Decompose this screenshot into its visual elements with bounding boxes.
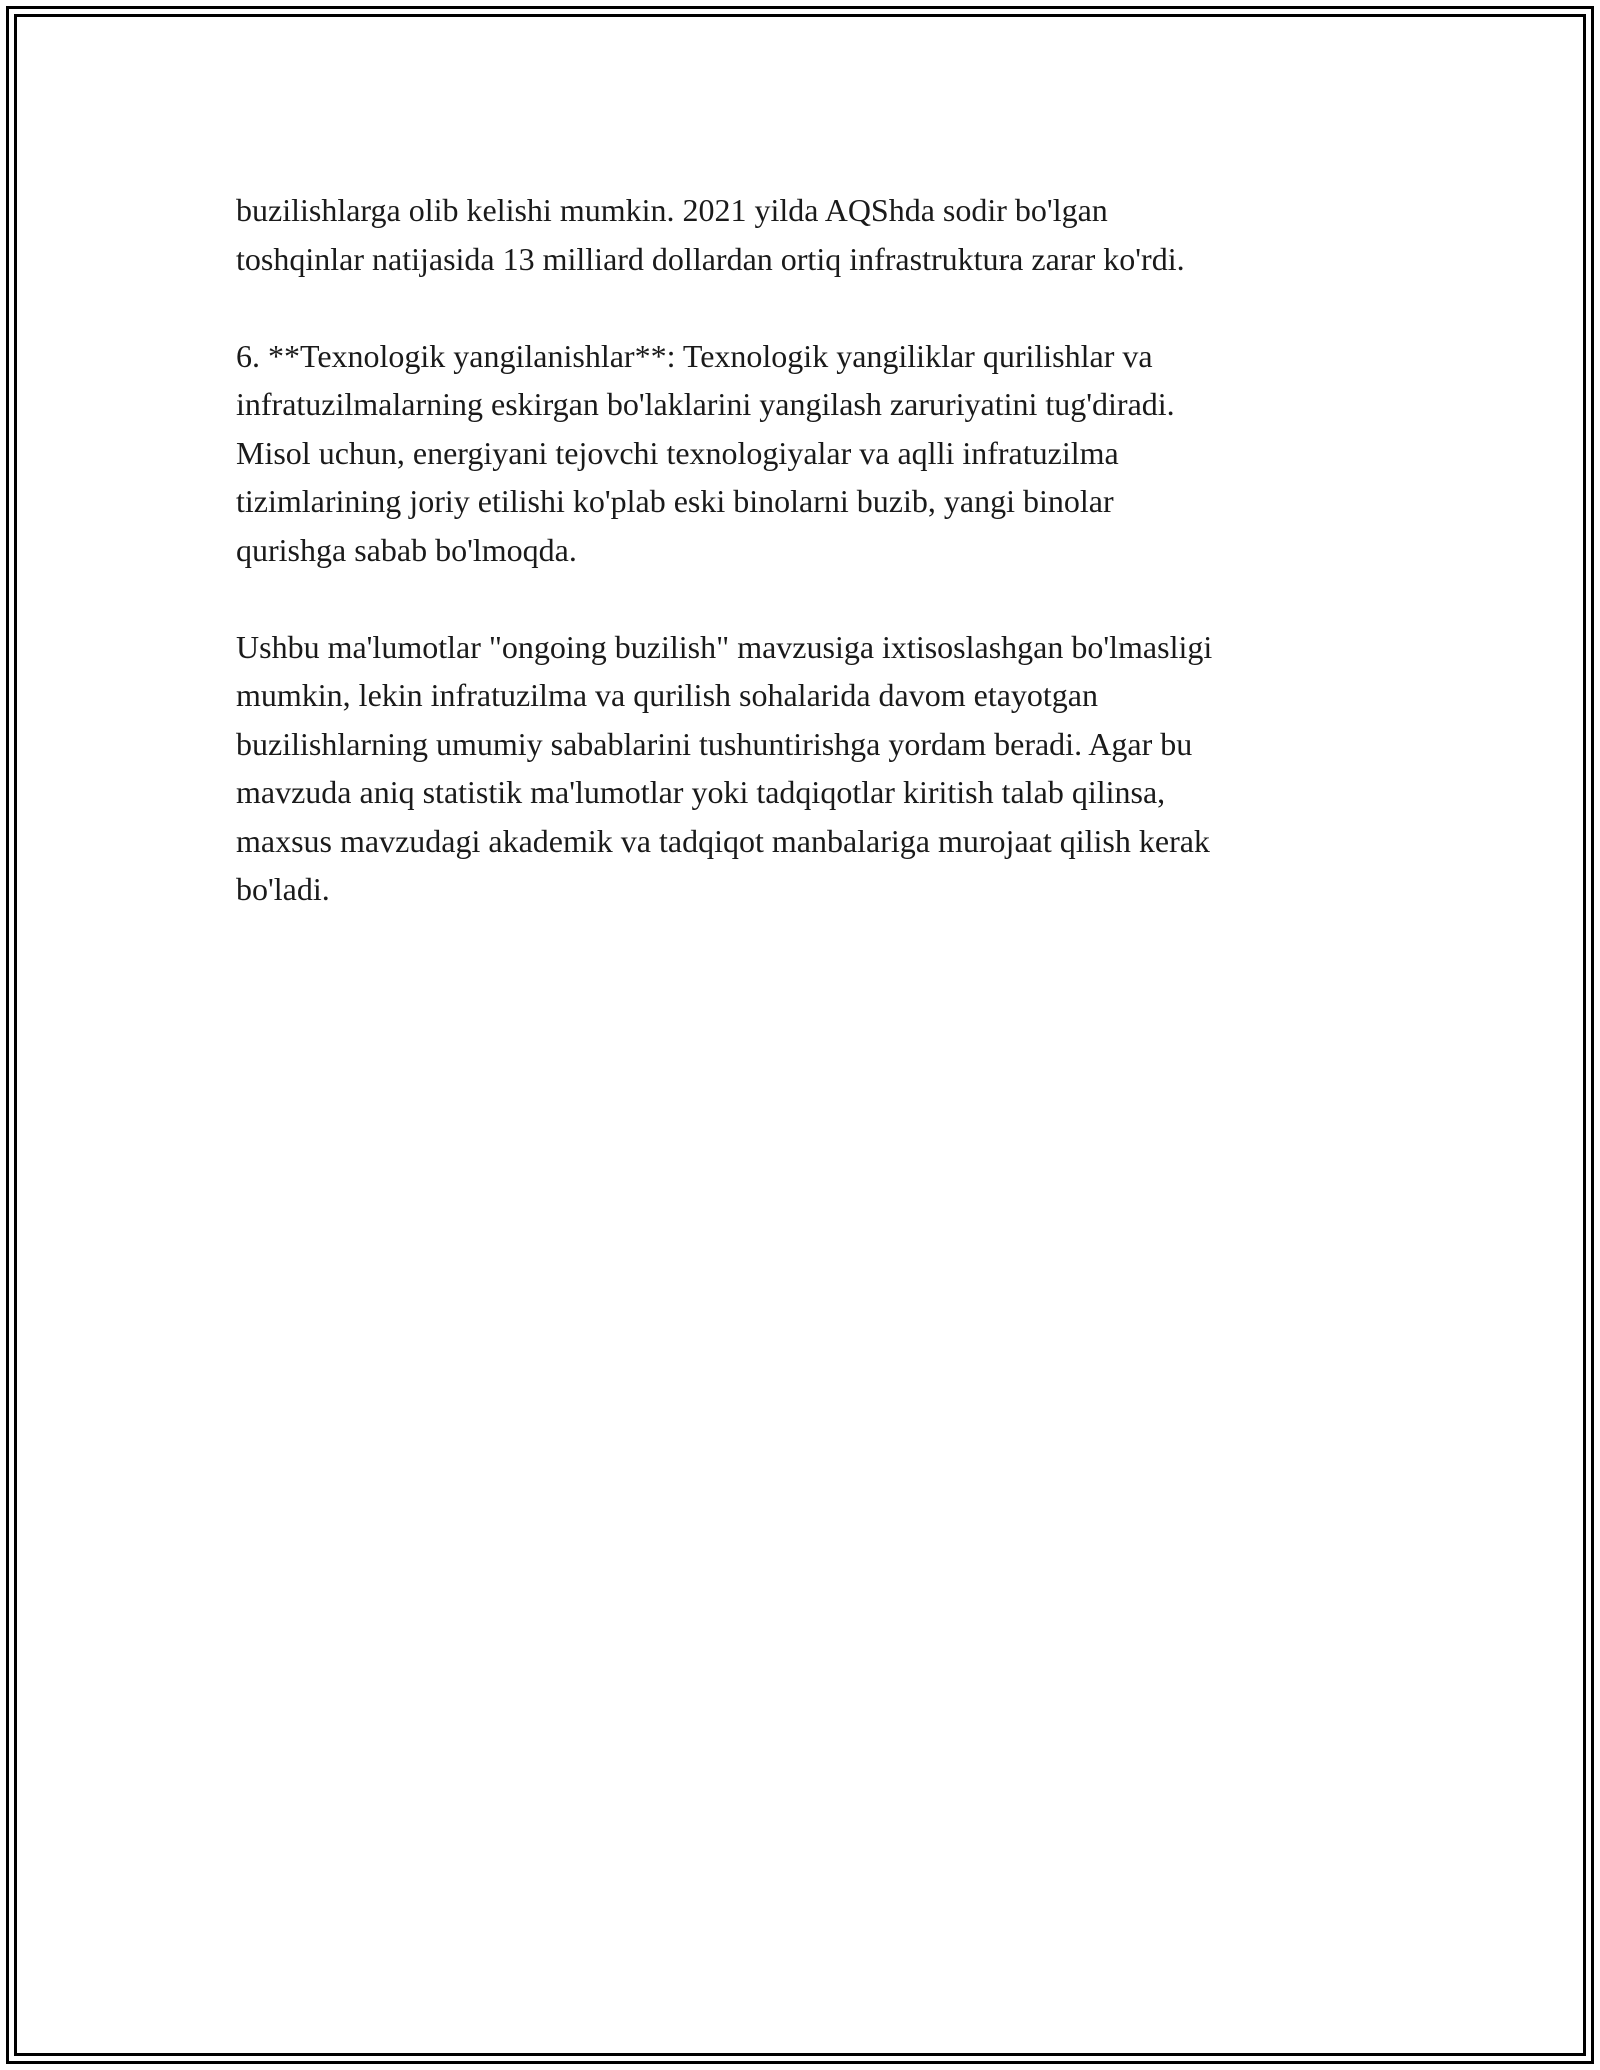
document-body <box>236 186 1366 962</box>
paragraph-conclusion: Ushbu ma'lumotlar "ongoing buzilish" mavzusiga ixtisoslashgan bo'lmasligi mumkin, lekin infratuzilma va qurilish sohalarida davom etayotgan buzilishlarning umumiy sabablarini tushuntirishga yordam beradi. Agar bu mavzuda aniq statistik ma'lumotlar yoki tadqiqotlar kiritish talab qilinsa, maxsus mavzudagi akademik va tadqiqot manbalariga murojaat qilish kerak bo'ladi. <box>236 628 1213 907</box>
paragraph-flood-damage: buzilishlarga olib kelishi mumkin. 2021 yilda AQShda sodir bo'lgan toshqinlar natijasida 13 milliard dollardan ortiq infrastruktura zarar ko'rdi. <box>236 192 1185 277</box>
paragraph-technological-updates: 6. **Texnologik yangilanishlar**: Texnologik yangiliklar qurilishlar va infratuzilmalarning eskirgan bo'laklarini yangilash zaruriyatini tug'diradi. Misol uchun, energiyani tejovchi texnologiyalar va aqlli infratuzilma tizimlarining joriy etilishi ko'plab eski binolarni buzib, yangi binolar qurishga sabab bo'lmoqda. <box>236 337 1175 568</box>
